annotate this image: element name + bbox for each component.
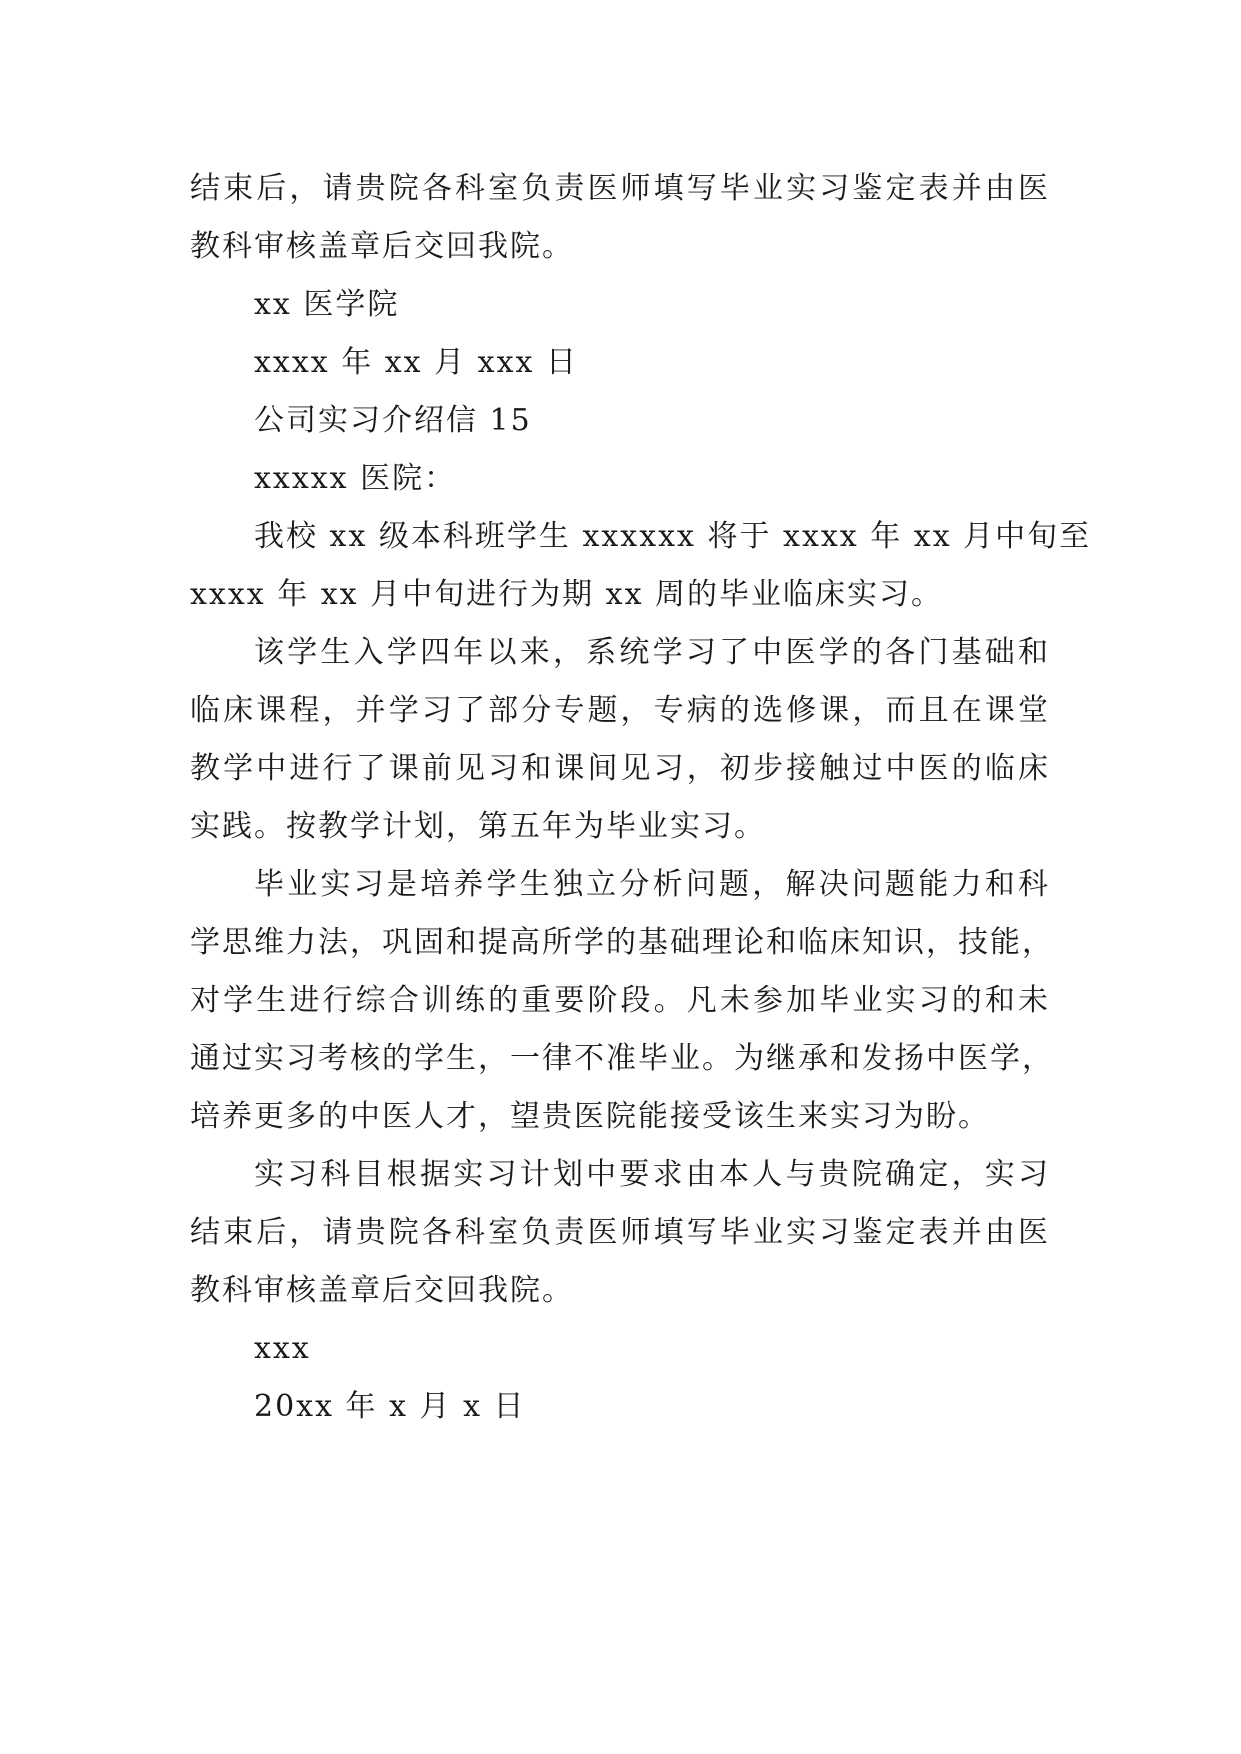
sender-date: xxxx 年 xx 月 xxx 日 [254, 345, 578, 380]
signature: xxx [254, 1331, 311, 1366]
text-line: 我校 xx 级本科班学生 xxxxxx 将于 xxxx 年 xx 月中旬至 [254, 519, 1092, 554]
text-line: 临床课程，并学习了部分专题，专病的选修课，而且在课堂 [190, 693, 1050, 728]
section-title: 公司实习介绍信 15 [254, 403, 532, 438]
text-line: 教科审核盖章后交回我院。 [190, 1273, 574, 1308]
text-line: 教科审核盖章后交回我院。 [190, 229, 574, 264]
text-line: 教学中进行了课前见习和课间见习，初步接触过中医的临床 [190, 751, 1050, 786]
text-line: 通过实习考核的学生，一律不准毕业。为继承和发扬中医学， [190, 1041, 1054, 1076]
text-line: 实习科目根据实习计划中要求由本人与贵院确定，实习 [254, 1157, 1050, 1192]
document-body [190, 160, 1092, 1436]
text-line: 结束后，请贵院各科室负责医师填写毕业实习鉴定表并由医 [190, 171, 1050, 206]
text-line: 该学生入学四年以来，系统学习了中医学的各门基础和 [254, 635, 1050, 670]
signature-date: 20xx 年 x 月 x 日 [254, 1389, 526, 1424]
text-line: 培养更多的中医人才，望贵医院能接受该生来实习为盼。 [190, 1099, 990, 1134]
text-line: 实践。按教学计划，第五年为毕业实习。 [190, 809, 766, 844]
text-line: 对学生进行综合训练的重要阶段。凡未参加毕业实习的和未 [190, 983, 1050, 1018]
text-line: 毕业实习是培养学生独立分析问题，解决问题能力和科 [254, 867, 1050, 902]
sender-name: xx 医学院 [254, 287, 400, 322]
text-line: xxxx 年 xx 月中旬进行为期 xx 周的毕业临床实习。 [190, 577, 944, 612]
text-line: 学思维力法，巩固和提高所学的基础理论和临床知识，技能， [190, 925, 1054, 960]
text-line: 结束后，请贵院各科室负责医师填写毕业实习鉴定表并由医 [190, 1215, 1050, 1250]
salutation: xxxxx 医院： [254, 461, 457, 496]
